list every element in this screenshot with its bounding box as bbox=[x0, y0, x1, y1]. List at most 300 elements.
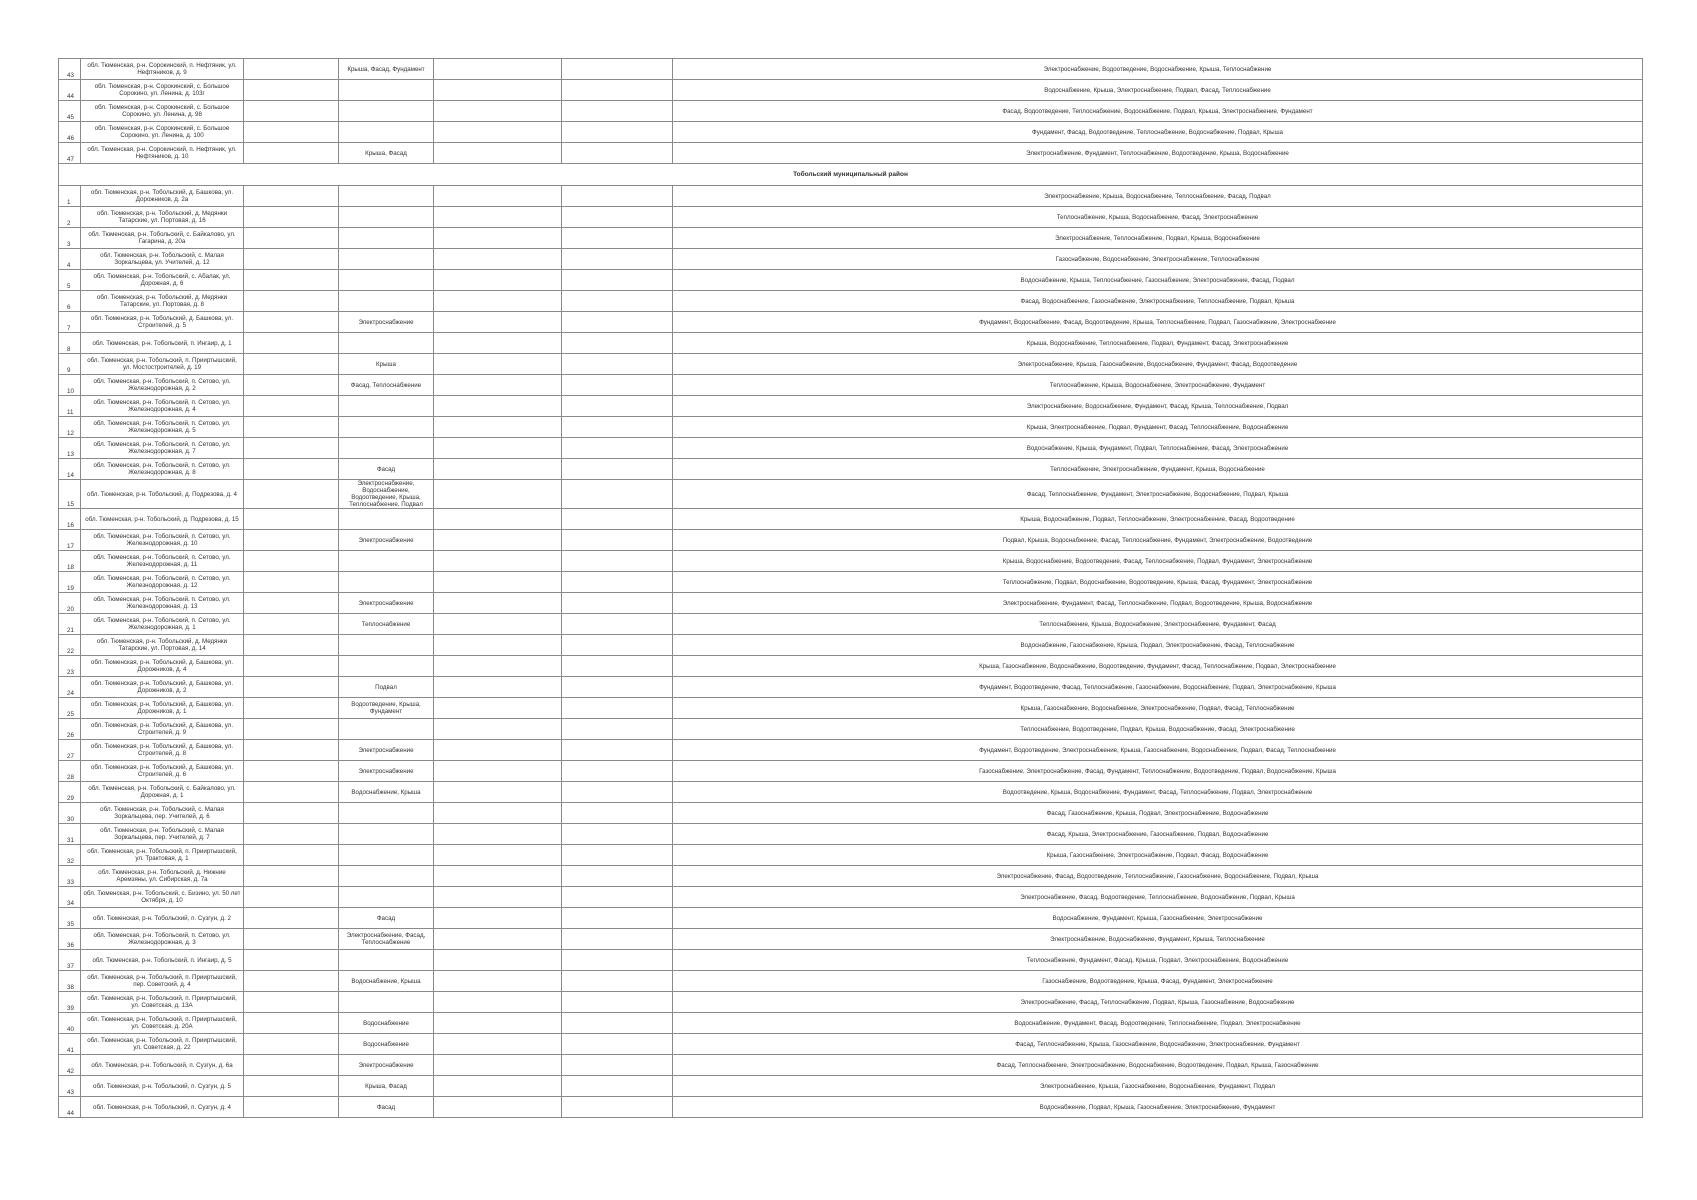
table-row bbox=[59, 908, 1643, 929]
works-cell-1 bbox=[339, 249, 434, 270]
empty-cell bbox=[434, 908, 562, 929]
empty-cell bbox=[434, 291, 562, 312]
row-number: 36 bbox=[59, 929, 81, 950]
table-body-bottom bbox=[59, 186, 1643, 1118]
address-cell: обл. Тюменская, р-н. Тобольский, с. Абалак, ул. Дорожная, д. 6 bbox=[81, 270, 244, 291]
table-row bbox=[59, 950, 1643, 971]
empty-cell bbox=[434, 270, 562, 291]
row-number: 44 bbox=[59, 80, 81, 101]
row-number: 43 bbox=[59, 1076, 81, 1097]
works-cell-1 bbox=[339, 509, 434, 530]
empty-cell bbox=[244, 80, 339, 101]
address-cell: обл. Тюменская, р-н. Тобольский, п. Ингаир, д. 1 bbox=[81, 333, 244, 354]
empty-cell bbox=[244, 887, 339, 908]
address-cell: обл. Тюменская, р-н. Тобольский, д. Подрезова, д. 4 bbox=[81, 480, 244, 509]
empty-cell bbox=[562, 333, 673, 354]
table-row bbox=[59, 333, 1643, 354]
row-number: 20 bbox=[59, 593, 81, 614]
table-row bbox=[59, 1097, 1643, 1118]
works-cell-2: Водоснабжение, Крыша, Фундамент, Подвал, Теплоснабжение, Фасад, Электроснабжение bbox=[673, 438, 1643, 459]
empty-cell bbox=[434, 803, 562, 824]
works-cell-1: Электроснабжение, Фасад, Теплоснабжение bbox=[339, 929, 434, 950]
table-row bbox=[59, 593, 1643, 614]
address-cell: обл. Тюменская, р-н. Тобольский, п. Сетово, ул. Железнодорожная, д. 11 bbox=[81, 551, 244, 572]
address-cell: обл. Тюменская, р-н. Тобольский, п. Сетово, ул. Железнодорожная, д. 1 bbox=[81, 614, 244, 635]
empty-cell bbox=[434, 80, 562, 101]
empty-cell bbox=[434, 992, 562, 1013]
empty-cell bbox=[562, 1097, 673, 1118]
table-row bbox=[59, 740, 1643, 761]
row-number: 28 bbox=[59, 761, 81, 782]
empty-cell bbox=[434, 375, 562, 396]
empty-cell bbox=[244, 396, 339, 417]
works-cell-2: Фасад, Теплоснабжение, Фундамент, Электроснабжение, Водоснабжение, Подвал, Крыша bbox=[673, 480, 1643, 509]
empty-cell bbox=[434, 480, 562, 509]
works-cell-2: Электроснабжение, Теплоснабжение, Подвал, Крыша, Водоснабжение bbox=[673, 228, 1643, 249]
empty-cell bbox=[434, 312, 562, 333]
empty-cell bbox=[244, 929, 339, 950]
works-cell-1: Крыша, Фасад bbox=[339, 1076, 434, 1097]
works-cell-1: Электроснабжение bbox=[339, 312, 434, 333]
address-cell: обл. Тюменская, р-н. Тобольский, д. Медянки Татарские, ул. Портовая, д. 8 bbox=[81, 291, 244, 312]
empty-cell bbox=[244, 824, 339, 845]
works-cell-1 bbox=[339, 635, 434, 656]
empty-cell bbox=[562, 249, 673, 270]
empty-cell bbox=[562, 698, 673, 719]
empty-cell bbox=[562, 845, 673, 866]
row-number: 2 bbox=[59, 207, 81, 228]
empty-cell bbox=[434, 417, 562, 438]
row-number: 6 bbox=[59, 291, 81, 312]
empty-cell bbox=[244, 677, 339, 698]
table-row bbox=[59, 803, 1643, 824]
row-number: 5 bbox=[59, 270, 81, 291]
empty-cell bbox=[434, 1013, 562, 1034]
address-cell: обл. Тюменская, р-н. Тобольский, д. Башкова, ул. Строителей, д. 6 bbox=[81, 761, 244, 782]
works-cell-1: Водоснабжение, Крыша bbox=[339, 971, 434, 992]
empty-cell bbox=[434, 101, 562, 122]
table-row bbox=[59, 929, 1643, 950]
table-row bbox=[59, 270, 1643, 291]
row-number: 9 bbox=[59, 354, 81, 375]
works-cell-1 bbox=[339, 551, 434, 572]
table-row bbox=[59, 122, 1643, 143]
works-cell-2: Крыша, Электроснабжение, Подвал, Фундамент, Фасад, Теплоснабжение, Водоснабжение bbox=[673, 417, 1643, 438]
empty-cell bbox=[562, 354, 673, 375]
empty-cell bbox=[434, 459, 562, 480]
address-cell: обл. Тюменская, р-н. Тобольский, п. Ингаир, д. 5 bbox=[81, 950, 244, 971]
table-row bbox=[59, 1034, 1643, 1055]
empty-cell bbox=[434, 396, 562, 417]
empty-cell bbox=[244, 186, 339, 207]
empty-cell bbox=[244, 572, 339, 593]
table-row bbox=[59, 887, 1643, 908]
table-row bbox=[59, 228, 1643, 249]
table-row bbox=[59, 249, 1643, 270]
empty-cell bbox=[434, 887, 562, 908]
works-cell-2: Водоснабжение, Газоснабжение, Крыша, Подвал, Электроснабжение, Фасад, Теплоснабжение bbox=[673, 635, 1643, 656]
empty-cell bbox=[434, 593, 562, 614]
empty-cell bbox=[562, 1013, 673, 1034]
row-number: 10 bbox=[59, 375, 81, 396]
table-row bbox=[59, 375, 1643, 396]
empty-cell bbox=[244, 122, 339, 143]
empty-cell bbox=[244, 908, 339, 929]
works-cell-1 bbox=[339, 824, 434, 845]
address-cell: обл. Тюменская, р-н. Тобольский, п. Сузгун, д. 5 bbox=[81, 1076, 244, 1097]
works-cell-1 bbox=[339, 417, 434, 438]
works-cell-1 bbox=[339, 950, 434, 971]
empty-cell bbox=[562, 459, 673, 480]
empty-cell bbox=[434, 572, 562, 593]
works-cell-2: Теплоснабжение, Крыша, Водоснабжение, Электроснабжение, Фундамент, Фасад bbox=[673, 614, 1643, 635]
table-row bbox=[59, 509, 1643, 530]
empty-cell bbox=[562, 375, 673, 396]
empty-cell bbox=[244, 509, 339, 530]
empty-cell bbox=[562, 417, 673, 438]
works-cell-1: Электроснабжение, Водоснабжение, Водоотведение, Крыша, Теплоснабжение, Подвал bbox=[339, 480, 434, 509]
address-cell: обл. Тюменская, р-н. Тобольский, с. Байкалово, ул. Гагарина, д. 20а bbox=[81, 228, 244, 249]
table-row bbox=[59, 1013, 1643, 1034]
table-row bbox=[59, 614, 1643, 635]
table-row bbox=[59, 396, 1643, 417]
works-cell-1: Крыша bbox=[339, 354, 434, 375]
row-number: 40 bbox=[59, 1013, 81, 1034]
table-row bbox=[59, 677, 1643, 698]
row-number: 26 bbox=[59, 719, 81, 740]
table-row bbox=[59, 530, 1643, 551]
row-number: 19 bbox=[59, 572, 81, 593]
works-cell-1: Фасад, Теплоснабжение bbox=[339, 375, 434, 396]
table-row bbox=[59, 480, 1643, 509]
works-cell-1 bbox=[339, 207, 434, 228]
table-row bbox=[59, 291, 1643, 312]
works-cell-2: Электроснабжение, Крыша, Газоснабжение, Водоснабжение, Фундамент, Фасад, Водоотведение bbox=[673, 354, 1643, 375]
works-cell-2: Электроснабжение, Фасад, Теплоснабжение, Подвал, Крыша, Газоснабжение, Водоснабжение bbox=[673, 992, 1643, 1013]
works-cell-2: Теплоснабжение, Подвал, Водоснабжение, Водоотведение, Крыша, Фасад, Фундамент, Электроснабжение bbox=[673, 572, 1643, 593]
empty-cell bbox=[562, 101, 673, 122]
table-row bbox=[59, 635, 1643, 656]
empty-cell bbox=[244, 417, 339, 438]
works-cell-2: Теплоснабжение, Фундамент, Фасад, Крыша, Подвал, Электроснабжение, Водоснабжение bbox=[673, 950, 1643, 971]
works-cell-1: Крыша, Фасад bbox=[339, 143, 434, 164]
table-row bbox=[59, 971, 1643, 992]
works-cell-1: Теплоснабжение bbox=[339, 614, 434, 635]
empty-cell bbox=[244, 480, 339, 509]
empty-cell bbox=[434, 530, 562, 551]
works-cell-2: Водоснабжение, Фундамент, Крыша, Газоснабжение, Электроснабжение bbox=[673, 908, 1643, 929]
table-row bbox=[59, 417, 1643, 438]
works-cell-2: Водоснабжение, Крыша, Электроснабжение, Подвал, Фасад, Теплоснабжение bbox=[673, 80, 1643, 101]
row-number: 45 bbox=[59, 101, 81, 122]
row-number: 46 bbox=[59, 122, 81, 143]
row-number: 11 bbox=[59, 396, 81, 417]
works-cell-2: Фундамент, Фасад, Водоотведение, Теплоснабжение, Водоснабжение, Подвал, Крыша bbox=[673, 122, 1643, 143]
empty-cell bbox=[244, 312, 339, 333]
row-number: 17 bbox=[59, 530, 81, 551]
empty-cell bbox=[562, 866, 673, 887]
row-number: 34 bbox=[59, 887, 81, 908]
works-cell-1 bbox=[339, 101, 434, 122]
empty-cell bbox=[562, 551, 673, 572]
empty-cell bbox=[244, 1076, 339, 1097]
empty-cell bbox=[434, 677, 562, 698]
works-cell-1 bbox=[339, 992, 434, 1013]
table-row bbox=[59, 143, 1643, 164]
works-cell-2: Электроснабжение, Водоотведение, Водоснабжение, Крыша, Теплоснабжение bbox=[673, 59, 1643, 80]
row-number: 1 bbox=[59, 186, 81, 207]
address-cell: обл. Тюменская, р-н. Тобольский, с. Байкалово, ул. Дорожная, д. 1 bbox=[81, 782, 244, 803]
works-cell-1 bbox=[339, 333, 434, 354]
works-cell-2: Фасад, Теплоснабжение, Электроснабжение, Водоснабжение, Водоотведение, Подвал, Крыша, Газоснабжение bbox=[673, 1055, 1643, 1076]
empty-cell bbox=[562, 480, 673, 509]
works-cell-2: Теплоснабжение, Крыша, Водоснабжение, Фасад, Электроснабжение bbox=[673, 207, 1643, 228]
table-row bbox=[59, 438, 1643, 459]
address-cell: обл. Тюменская, р-н. Тобольский, д. Медянки Татарские, ул. Портовая, д. 16 bbox=[81, 207, 244, 228]
address-cell: обл. Тюменская, р-н. Сорокинский, с. Большое Сорокино, ул. Ленина, д. 98 bbox=[81, 101, 244, 122]
empty-cell bbox=[434, 971, 562, 992]
address-cell: обл. Тюменская, р-н. Тобольский, п. Сузгун, д. 2 bbox=[81, 908, 244, 929]
address-cell: обл. Тюменская, р-н. Тобольский, п. Сетово, ул. Железнодорожная, д. 2 bbox=[81, 375, 244, 396]
empty-cell bbox=[244, 228, 339, 249]
row-number: 39 bbox=[59, 992, 81, 1013]
works-cell-2: Электроснабжение, Крыша, Водоснабжение, Теплоснабжение, Фасад, Подвал bbox=[673, 186, 1643, 207]
row-number: 14 bbox=[59, 459, 81, 480]
row-number: 42 bbox=[59, 1055, 81, 1076]
empty-cell bbox=[244, 782, 339, 803]
empty-cell bbox=[434, 1097, 562, 1118]
empty-cell bbox=[562, 950, 673, 971]
empty-cell bbox=[562, 761, 673, 782]
address-cell: обл. Тюменская, р-н. Тобольский, д. Башкова, ул. Дорожников, д. 2 bbox=[81, 677, 244, 698]
empty-cell bbox=[434, 719, 562, 740]
empty-cell bbox=[562, 824, 673, 845]
works-cell-2: Газоснабжение, Водоснабжение, Электроснабжение, Теплоснабжение bbox=[673, 249, 1643, 270]
row-number: 38 bbox=[59, 971, 81, 992]
works-cell-2: Крыша, Газоснабжение, Водоснабжение, Электроснабжение, Подвал, Фасад, Теплоснабжение bbox=[673, 698, 1643, 719]
empty-cell bbox=[562, 572, 673, 593]
works-cell-2: Газоснабжение, Водоотведение, Крыша, Фасад, Фундамент, Электроснабжение bbox=[673, 971, 1643, 992]
address-cell: обл. Тюменская, р-н. Тобольский, п. Прииртышский, ул. Мостостроителей, д. 19 bbox=[81, 354, 244, 375]
empty-cell bbox=[434, 950, 562, 971]
row-number: 41 bbox=[59, 1034, 81, 1055]
works-cell-1 bbox=[339, 270, 434, 291]
works-cell-2: Фасад, Теплоснабжение, Крыша, Газоснабжение, Водоснабжение, Электроснабжение, Фундамент bbox=[673, 1034, 1643, 1055]
empty-cell bbox=[562, 635, 673, 656]
works-cell-1 bbox=[339, 887, 434, 908]
works-cell-2: Фасад, Газоснабжение, Крыша, Подвал, Электроснабжение, Водоснабжение bbox=[673, 803, 1643, 824]
empty-cell bbox=[562, 971, 673, 992]
works-cell-2: Электроснабжение, Фундамент, Теплоснабжение, Водоотведение, Крыша, Водоснабжение bbox=[673, 143, 1643, 164]
works-cell-1: Крыша, Фасад, Фундамент bbox=[339, 59, 434, 80]
empty-cell bbox=[434, 1076, 562, 1097]
works-cell-1 bbox=[339, 186, 434, 207]
empty-cell bbox=[434, 761, 562, 782]
empty-cell bbox=[562, 719, 673, 740]
row-number: 7 bbox=[59, 312, 81, 333]
table-row bbox=[59, 312, 1643, 333]
empty-cell bbox=[434, 249, 562, 270]
empty-cell bbox=[562, 908, 673, 929]
empty-cell bbox=[562, 59, 673, 80]
address-cell: обл. Тюменская, р-н. Тобольский, п. Сетово, ул. Железнодорожная, д. 4 bbox=[81, 396, 244, 417]
works-cell-2: Электроснабжение, Водоснабжение, Фундамент, Фасад, Крыша, Теплоснабжение, Подвал bbox=[673, 396, 1643, 417]
empty-cell bbox=[434, 635, 562, 656]
works-cell-2: Водоснабжение, Фундамент, Фасад, Водоотведение, Теплоснабжение, Подвал, Электроснабжение bbox=[673, 1013, 1643, 1034]
works-cell-1: Водоснабжение bbox=[339, 1013, 434, 1034]
works-cell-1 bbox=[339, 122, 434, 143]
works-cell-1 bbox=[339, 803, 434, 824]
address-cell: обл. Тюменская, р-н. Тобольский, п. Сетово, ул. Железнодорожная, д. 5 bbox=[81, 417, 244, 438]
row-number: 44 bbox=[59, 1097, 81, 1118]
row-number: 23 bbox=[59, 656, 81, 677]
empty-cell bbox=[562, 1055, 673, 1076]
works-cell-1: Фасад bbox=[339, 908, 434, 929]
address-cell: обл. Тюменская, р-н. Тобольский, п. Прииртышский, ул. Советская, д. 22 bbox=[81, 1034, 244, 1055]
table-row bbox=[59, 186, 1643, 207]
empty-cell bbox=[434, 438, 562, 459]
table-row bbox=[59, 824, 1643, 845]
works-cell-2: Водоотведение, Крыша, Водоснабжение, Фундамент, Фасад, Теплоснабжение, Подвал, Электроснабжение bbox=[673, 782, 1643, 803]
works-cell-2: Водоснабжение, Крыша, Теплоснабжение, Газоснабжение, Электроснабжение, Фасад, Подвал bbox=[673, 270, 1643, 291]
empty-cell bbox=[244, 656, 339, 677]
empty-cell bbox=[562, 614, 673, 635]
row-number: 33 bbox=[59, 866, 81, 887]
table-row bbox=[59, 845, 1643, 866]
row-number: 3 bbox=[59, 228, 81, 249]
empty-cell bbox=[562, 530, 673, 551]
empty-cell bbox=[562, 992, 673, 1013]
empty-cell bbox=[562, 291, 673, 312]
row-number: 32 bbox=[59, 845, 81, 866]
table-row bbox=[59, 101, 1643, 122]
empty-cell bbox=[434, 782, 562, 803]
row-number: 22 bbox=[59, 635, 81, 656]
address-cell: обл. Тюменская, р-н. Сорокинский, с. Большое Сорокино, ул. Ленина, д. 103г bbox=[81, 80, 244, 101]
empty-cell bbox=[434, 740, 562, 761]
empty-cell bbox=[562, 593, 673, 614]
empty-cell bbox=[562, 740, 673, 761]
address-cell: обл. Тюменская, р-н. Тобольский, п. Прииртышский, ул. Советская, д. 20А bbox=[81, 1013, 244, 1034]
works-cell-2: Фасад, Крыша, Электроснабжение, Газоснабжение, Подвал, Водоснабжение bbox=[673, 824, 1643, 845]
address-cell: обл. Тюменская, р-н. Тобольский, п. Сузгун, д. 4 bbox=[81, 1097, 244, 1118]
address-cell: обл. Тюменская, р-н. Тобольский, с. Малая Зоркальцева, пер. Учителей, д. 7 bbox=[81, 824, 244, 845]
address-cell: обл. Тюменская, р-н. Тобольский, д. Подрезова, д. 15 bbox=[81, 509, 244, 530]
section-header bbox=[59, 164, 1643, 186]
table-row bbox=[59, 572, 1643, 593]
empty-cell bbox=[562, 186, 673, 207]
works-cell-2: Крыша, Газоснабжение, Электроснабжение, Подвал, Фасад, Водоснабжение bbox=[673, 845, 1643, 866]
empty-cell bbox=[562, 80, 673, 101]
empty-cell bbox=[244, 333, 339, 354]
empty-cell bbox=[562, 1034, 673, 1055]
works-cell-1 bbox=[339, 866, 434, 887]
table-row bbox=[59, 992, 1643, 1013]
empty-cell bbox=[244, 719, 339, 740]
empty-cell bbox=[434, 228, 562, 249]
works-cell-1: Водоснабжение bbox=[339, 1034, 434, 1055]
works-cell-1: Электроснабжение bbox=[339, 530, 434, 551]
address-cell: обл. Тюменская, р-н. Тобольский, п. Сетово, ул. Железнодорожная, д. 10 bbox=[81, 530, 244, 551]
address-cell: обл. Тюменская, р-н. Тобольский, п. Прииртышский, ул. Советская, д. 13А bbox=[81, 992, 244, 1013]
empty-cell bbox=[244, 1097, 339, 1118]
table-row bbox=[59, 782, 1643, 803]
address-cell: обл. Тюменская, р-н. Сорокинский, п. Нефтяник, ул. Нефтяников, д. 10 bbox=[81, 143, 244, 164]
address-cell: обл. Тюменская, р-н. Сорокинский, п. Нефтяник, ул. Нефтяников, д. 9 bbox=[81, 59, 244, 80]
table-row bbox=[59, 719, 1643, 740]
address-cell: обл. Тюменская, р-н. Тобольский, п. Сузгун, д. 6а bbox=[81, 1055, 244, 1076]
works-cell-2: Электроснабжение, Фундамент, Фасад, Теплоснабжение, Подвал, Водоотведение, Крыша, Водоснабжение bbox=[673, 593, 1643, 614]
row-number: 30 bbox=[59, 803, 81, 824]
row-number: 16 bbox=[59, 509, 81, 530]
empty-cell bbox=[562, 1076, 673, 1097]
empty-cell bbox=[562, 270, 673, 291]
empty-cell bbox=[562, 887, 673, 908]
empty-cell bbox=[244, 1013, 339, 1034]
empty-cell bbox=[244, 950, 339, 971]
empty-cell bbox=[562, 143, 673, 164]
works-cell-1: Водоснабжение, Крыша bbox=[339, 782, 434, 803]
address-cell: обл. Тюменская, р-н. Тобольский, д. Башкова, ул. Дорожников, д. 4 bbox=[81, 656, 244, 677]
works-cell-1: Электроснабжение bbox=[339, 740, 434, 761]
works-cell-1: Электроснабжение bbox=[339, 593, 434, 614]
table-row bbox=[59, 1055, 1643, 1076]
empty-cell bbox=[434, 929, 562, 950]
row-number: 31 bbox=[59, 824, 81, 845]
works-cell-2: Теплоснабжение, Водоотведение, Подвал, Крыша, Водоснабжение, Фасад, Электроснабжение bbox=[673, 719, 1643, 740]
empty-cell bbox=[434, 333, 562, 354]
works-cell-1 bbox=[339, 396, 434, 417]
empty-cell bbox=[244, 761, 339, 782]
empty-cell bbox=[244, 971, 339, 992]
empty-cell bbox=[244, 1034, 339, 1055]
works-cell-2: Фасад, Водоснабжение, Газоснабжение, Электроснабжение, Теплоснабжение, Подвал, Крыша bbox=[673, 291, 1643, 312]
empty-cell bbox=[244, 375, 339, 396]
address-cell: обл. Тюменская, р-н. Тобольский, д. Башкова, ул. Строителей, д. 8 bbox=[81, 740, 244, 761]
works-cell-2: Водоснабжение, Подвал, Крыша, Газоснабжение, Электроснабжение, Фундамент bbox=[673, 1097, 1643, 1118]
row-number: 4 bbox=[59, 249, 81, 270]
works-cell-2: Фундамент, Водоснабжение, Фасад, Водоотведение, Крыша, Теплоснабжение, Подвал, Газоснабжение, Электроснабжение bbox=[673, 312, 1643, 333]
works-cell-1 bbox=[339, 291, 434, 312]
empty-cell bbox=[244, 740, 339, 761]
row-number: 18 bbox=[59, 551, 81, 572]
address-cell: обл. Тюменская, р-н. Тобольский, п. Сетово, ул. Железнодорожная, д. 13 bbox=[81, 593, 244, 614]
address-cell: обл. Тюменская, р-н. Тобольский, с. Малая Зоркальцева, пер. Учителей, д. 6 bbox=[81, 803, 244, 824]
empty-cell bbox=[244, 551, 339, 572]
empty-cell bbox=[562, 677, 673, 698]
empty-cell bbox=[244, 866, 339, 887]
empty-cell bbox=[562, 122, 673, 143]
address-cell: обл. Тюменская, р-н. Тобольский, с. Малая Зоркальцева, ул. Учителей, д. 12 bbox=[81, 249, 244, 270]
address-cell: обл. Тюменская, р-н. Тобольский, д. Башкова, ул. Дорожников, д. 1 bbox=[81, 698, 244, 719]
table-row bbox=[59, 866, 1643, 887]
works-cell-2: Подвал, Крыша, Водоснабжение, Фасад, Теплоснабжение, Фундамент, Электроснабжение, Водоотведение bbox=[673, 530, 1643, 551]
address-cell: обл. Тюменская, р-н. Тобольский, д. Нижние Аремзяны, ул. Сибирская, д. 7а bbox=[81, 866, 244, 887]
works-cell-1: Электроснабжение bbox=[339, 761, 434, 782]
empty-cell bbox=[244, 635, 339, 656]
address-cell: обл. Тюменская, р-н. Тобольский, с. Бизино, ул. 50 лет Октября, д. 10 bbox=[81, 887, 244, 908]
empty-cell bbox=[244, 207, 339, 228]
row-number: 35 bbox=[59, 908, 81, 929]
empty-cell bbox=[562, 929, 673, 950]
empty-cell bbox=[434, 509, 562, 530]
works-cell-1 bbox=[339, 656, 434, 677]
empty-cell bbox=[434, 845, 562, 866]
works-table bbox=[58, 58, 1643, 1118]
table-row bbox=[59, 656, 1643, 677]
empty-cell bbox=[434, 1034, 562, 1055]
address-cell: обл. Тюменская, р-н. Тобольский, д. Медянки Татарские, ул. Портовая, д. 14 bbox=[81, 635, 244, 656]
